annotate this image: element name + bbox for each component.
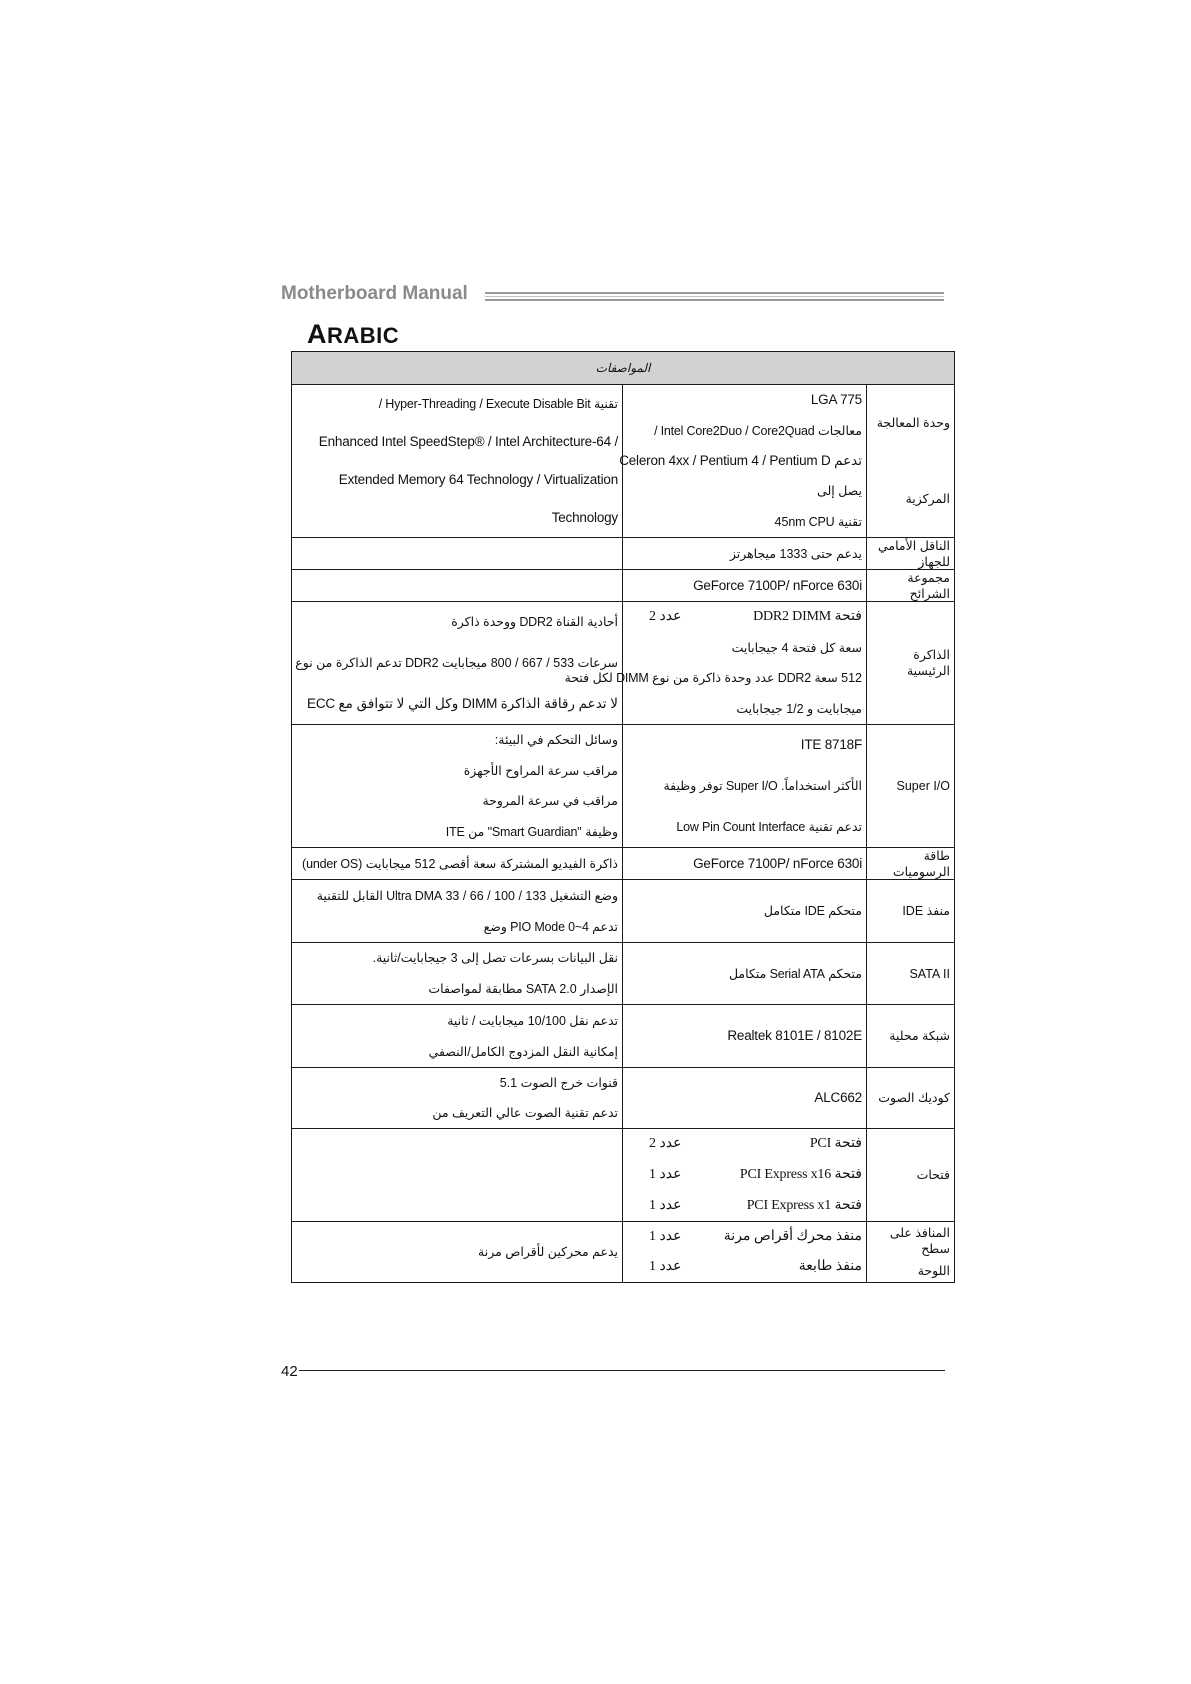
- table-row: [292, 570, 955, 602]
- item-name: فتحة DDR2 DIMM: [753, 609, 862, 625]
- detail-cell: [292, 1129, 623, 1222]
- table-row: [292, 725, 955, 848]
- footer-rule: [299, 1370, 945, 1371]
- spec-cell: [623, 1068, 867, 1129]
- cell-text: الإصدار 2.0 SATA مطابقة لمواصفات: [428, 981, 618, 996]
- row-label-cell: [867, 1222, 955, 1283]
- spec-cell: [623, 1129, 867, 1222]
- cell-text: سعة كل فتحة 4 جيجابايت: [731, 640, 862, 655]
- row-label: SATA II: [909, 966, 950, 981]
- row-label: المركزية: [905, 492, 950, 506]
- section-title: ARABIC: [307, 319, 400, 349]
- cell-text: تدعم PIO Mode 0~4 وضع: [483, 919, 618, 934]
- detail-cell: [292, 1222, 623, 1283]
- cell-text: تقنية 45nm CPU: [774, 514, 862, 529]
- count-value: عدد 2: [649, 609, 682, 625]
- spec-cell: [623, 943, 867, 1005]
- detail-cell: [292, 602, 623, 725]
- page-header: [281, 283, 944, 311]
- row-label-cell: [867, 1129, 955, 1222]
- row-label-cell: [867, 385, 955, 538]
- item-name: فتحة PCI: [809, 1136, 862, 1152]
- table-row: [292, 538, 955, 570]
- count-value: عدد 1: [649, 1166, 682, 1182]
- cell-text: 512 سعة DDR2 عدد وحدة ذاكرة من نوع DIMM لكل فتحة: [564, 671, 862, 686]
- row-label: المنافذ على سطح: [889, 1226, 950, 1256]
- cell-text: تقنية Hyper-Threading / Execute Disable Bit /: [378, 397, 618, 411]
- detail-cell: [292, 943, 623, 1005]
- cell-text: يدعم محركين لأقراص مرنة: [478, 1245, 618, 1259]
- row-label: الناقل الأمامي للجهاز: [878, 539, 950, 569]
- item-name: فتحة PCI Express x1: [746, 1197, 862, 1213]
- detail-cell: [292, 848, 623, 880]
- item-name: منفذ محرك أقراص مرنة: [723, 1229, 862, 1244]
- spec-cell: [623, 1222, 867, 1283]
- cell-text: Celeron 4xx / Pentium 4 / Pentium D تدعم: [619, 452, 862, 468]
- cell-text: Extended Memory 64 Technology / Virtualization: [338, 472, 618, 487]
- cell-text: نقل البيانات بسرعات تصل إلى 3 جيجابايت/ثانية.: [372, 951, 618, 966]
- cell-text: الأكثر استخداماً. Super I/O توفر وظيفة: [663, 778, 862, 793]
- spec-cell: [564, 602, 867, 725]
- count-value: عدد 2: [649, 1136, 682, 1152]
- spec-cell: [623, 570, 867, 602]
- row-label-cell: [867, 848, 955, 880]
- table-heading: المواصفات: [292, 352, 955, 385]
- row-label-cell: [867, 602, 955, 725]
- cell-text: ميجابايت و 1/2 جيجابايت: [736, 701, 862, 716]
- row-label-cell: [867, 1068, 955, 1129]
- row-label-cell: [867, 943, 955, 1005]
- cell-text: ECC وكل التي لا تتوافق مع DIMM لا تدعم رقاقة الذاكرة: [307, 695, 618, 711]
- table-row: [292, 943, 955, 1005]
- detail-cell: [292, 385, 623, 538]
- page-number: 42: [281, 1363, 298, 1380]
- cell-text: متحكم Serial ATA متكامل: [728, 966, 862, 981]
- spec-cell: [623, 880, 867, 943]
- cell-text: Technology: [551, 510, 618, 525]
- count-value: عدد 1: [649, 1197, 682, 1213]
- cell-text: ALC662: [814, 1090, 862, 1105]
- cell-text: إمكانية النقل المزدوج الكامل/النصفي: [428, 1044, 618, 1059]
- item-name: فتحة PCI Express x16: [739, 1166, 862, 1182]
- cell-text: معالجات Intel Core2Duo / Core2Quad /: [654, 423, 862, 438]
- cell-text: وسائل التحكم في البيئة:: [494, 733, 618, 748]
- row-label: طاقة الرسوميات: [892, 849, 950, 879]
- row-label-cell: [867, 570, 955, 602]
- row-label: فتحات: [916, 1168, 950, 1182]
- cell-text: GeForce 7100P/ nForce 630i: [693, 855, 862, 871]
- row-label: مجموعة الشرائح: [907, 571, 950, 601]
- table-row: [292, 1068, 955, 1129]
- count-pair: [623, 1229, 862, 1245]
- cell-text: GeForce 7100P/ nForce 630i: [693, 577, 862, 593]
- spec-cell: [623, 848, 867, 880]
- row-label-cell: [867, 1005, 955, 1068]
- row-label: الذاكرة الرئيسية: [906, 648, 950, 678]
- cell-text: ذاكرة الفيديو المشتركة سعة أقصى 512 ميجابايت (under OS): [301, 856, 618, 871]
- count-pair: [623, 1167, 862, 1183]
- row-label: وحدة المعالجة: [876, 416, 950, 430]
- table-row: [292, 1005, 955, 1068]
- table-row: [292, 1222, 955, 1283]
- count-pair: [623, 1136, 862, 1152]
- cell-text: مراقب سرعة المراوح الأجهزة: [463, 763, 618, 778]
- table-row: [292, 880, 955, 943]
- cell-text: ITE 8718F: [800, 737, 862, 753]
- row-label: شبكة محلية: [889, 1029, 950, 1043]
- table-row: [292, 1129, 955, 1222]
- row-label-cell: [867, 725, 955, 848]
- row-label: منفذ IDE: [902, 904, 950, 918]
- table-row: [292, 848, 955, 880]
- cell-text: تدعم تقنية Low Pin Count Interface: [676, 819, 862, 834]
- spec-cell: [623, 725, 867, 848]
- cell-text: LGA 775: [810, 392, 862, 408]
- table-row: [292, 385, 955, 538]
- manual-title: Motherboard Manual: [281, 283, 468, 304]
- row-label-cell: [867, 538, 955, 570]
- count-value: عدد 1: [649, 1259, 682, 1274]
- cell-text: وظيفة "Smart Guardian" من ITE: [445, 824, 618, 839]
- detail-cell: [292, 538, 623, 570]
- detail-cell: [292, 725, 623, 848]
- header-rule: [485, 292, 944, 301]
- cell-text: Enhanced Intel SpeedStep® / Intel Architecture-64 /: [318, 434, 618, 449]
- detail-cell: [292, 570, 623, 602]
- specifications-table: [291, 351, 955, 1283]
- cell-text: أحادية القناة DDR2 ووحدة ذاكرة: [451, 615, 618, 630]
- item-name: منفذ طابعة: [798, 1259, 862, 1274]
- count-pair: [623, 1259, 862, 1275]
- count-value: عدد 1: [649, 1229, 682, 1244]
- row-label-cell: [867, 880, 955, 943]
- row-label: كوديك الصوت: [878, 1091, 950, 1105]
- spec-cell: [619, 385, 867, 538]
- cell-text: وضع التشغيل 133 / 100 / 66 / 33 Ultra DMA القابل للتقنية: [316, 888, 618, 903]
- spec-cell: [623, 538, 867, 570]
- cell-text: قنوات خرج الصوت 5.1: [499, 1076, 618, 1090]
- cell-text: يصل إلى: [817, 484, 862, 499]
- detail-cell: [292, 880, 623, 943]
- detail-cell: [292, 1068, 623, 1129]
- count-pair: [623, 609, 862, 625]
- cell-text: متحكم IDE متكامل: [763, 904, 862, 918]
- detail-cell: [292, 1005, 623, 1068]
- table-row: [292, 602, 955, 725]
- cell-text: تدعم تقنية الصوت عالي التعريف من: [432, 1106, 618, 1120]
- spec-cell: [623, 1005, 867, 1068]
- cell-text: يدعم حتى 1333 ميجاهرتز: [729, 546, 862, 561]
- cell-text: تدعم نقل 10/100 ميجابايت / ثانية: [447, 1013, 618, 1028]
- cell-text: سرعات 533 / 667 / 800 ميجابايت DDR2 تدعم الذاكرة من نوع: [295, 655, 618, 670]
- count-pair: [623, 1198, 862, 1214]
- cell-text: Realtek 8101E / 8102E: [727, 1028, 862, 1043]
- cell-text: مراقب في سرعة المروحة: [482, 794, 618, 809]
- row-label: اللوحة: [917, 1264, 950, 1278]
- row-label: Super I/O: [896, 779, 950, 793]
